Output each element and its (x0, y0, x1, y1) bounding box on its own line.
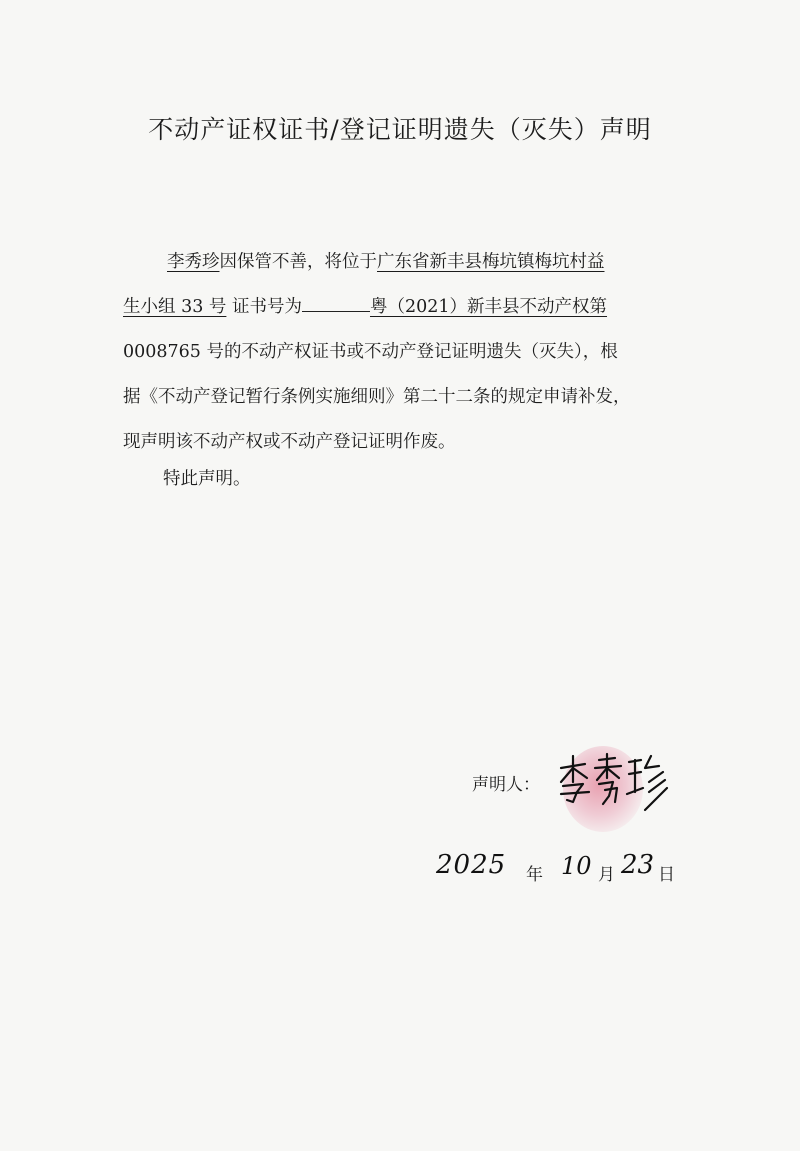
declarant-label: 声明人： (472, 775, 540, 795)
body-line-5: 现声明该不动产权或不动产登记证明作废。 (123, 432, 456, 452)
property-address-part1: 广东省新丰县梅坑镇梅坑村益 (377, 252, 605, 272)
date-day-unit: 日 (658, 865, 675, 885)
body-line-3 (123, 330, 693, 375)
property-address-part2: 生小组 33 号 (123, 297, 227, 317)
body-text-a: 因保管不善，将位于 (219, 252, 377, 272)
certificate-number: 0008765 (123, 342, 201, 362)
date-month-unit: 月 (598, 865, 615, 885)
date-year-unit: 年 (526, 865, 543, 885)
date-month: 10 (561, 852, 592, 880)
date-day: 23 (621, 850, 655, 880)
date-year: 2025 (436, 850, 507, 880)
body-text-b: 证书号为 (231, 297, 302, 317)
declarant-name: 李秀珍 (167, 252, 220, 272)
page-title: 不动产证权证书/登记证明遗失（灭失）声明 (148, 115, 652, 144)
underline-blank (302, 291, 370, 312)
handwritten-signature (555, 748, 675, 828)
declaration-body (123, 240, 693, 465)
body-line-1 (123, 240, 693, 285)
body-text-c: 号的不动产权证书或不动产登记证明遗失（灭失），根 (206, 342, 618, 362)
certificate-prefix: 粤（2021）新丰县不动产权第 (369, 297, 608, 317)
body-line-2 (123, 285, 693, 330)
signing-date (436, 848, 696, 888)
closing-statement: 特此声明。 (163, 469, 251, 489)
body-line-4: 据《不动产登记暂行条例实施细则》第二十二条的规定申请补发， (123, 387, 631, 407)
